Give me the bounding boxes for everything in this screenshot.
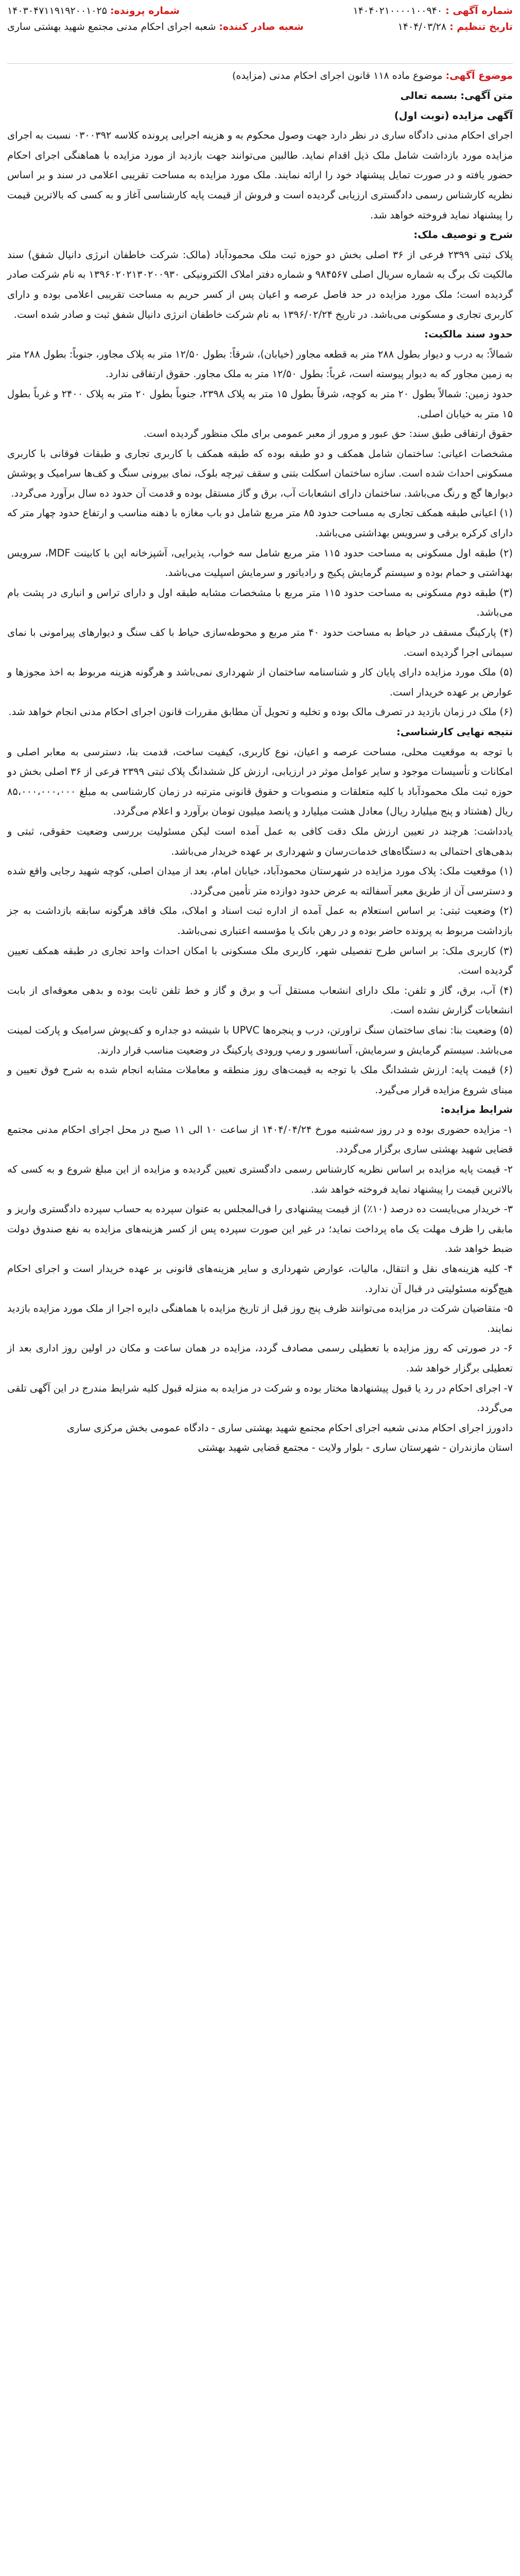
notice-paragraph: ۵- متقاضیان شرکت در مزایده می‌توانند ظرف پنج روز قبل از تاریخ مزایده با هماهنگی دایره اجرا از ملک مورد مزایده بازدید نمایند.	[7, 1302, 513, 1334]
letter-number: ۱۴۰۳۰۴۷۱۱۹۱۹۲۰۰۱۰۲۵	[7, 5, 107, 16]
notice-paragraph: ۷- اجرای احکام در رد یا قبول پیشنهادها مختار بوده و شرکت در مزایده به منزله قبول کلیه شرایط مندرج در این آگهی تلقی می‌گردد.	[7, 1382, 513, 1414]
notice-paragraph: (۳) کاربری ملک: بر اساس طرح تفصیلی شهر، کاربری ملک مسکونی با امکان احداث واحد تجاری در طبقه همکف تعیین گردیده است.	[7, 944, 513, 977]
notice-paragraph: شرح و توصیف ملک:	[413, 229, 513, 241]
notice-paragraph: (۴) پارکینگ مسقف در حیاط به مساحت حدود ۴۰ متر مربع و محوطه‌سازی حیاط با کف سنگ و دیوارهای پیرامونی با نمای سیمانی اجرا گردیده است.	[7, 626, 513, 658]
notice-paragraph: (۱) موقعیت ملک: پلاک مورد مزایده در شهرستان محمودآباد، خیابان امام، بعد از میدان اصلی، کوچه شهید رجایی واقع شده و دسترسی آن از طریق معبر آسفالته به عرض حدود دوازده متر تأمین می‌گردد.	[7, 865, 513, 897]
notice-paragraph: متن آگهی: بسمه تعالی	[400, 90, 513, 101]
date-label: تاریخ تنظیم :	[449, 21, 513, 32]
notice-paragraph: ۳- خریدار می‌بایست ده درصد (۱۰٪) از قیمت پیشنهادی را فی‌المجلس به عنوان سپرده به حساب سپرده دادگستری واریز و مابقی را ظرف مهلت یک ماه پرداخت نماید؛ در غیر این صورت سپرده پس از کسر هزینه‌های مزایده به نفع صندوق دولت ضبط خواهد شد.	[7, 1203, 513, 1255]
notice-paragraph: آگهی مزایده (نوبت اول)	[394, 109, 513, 122]
date-value: ۱۴۰۴/۰۳/۲۸	[397, 21, 447, 32]
notice-paragraph: استان مازندران - شهرستان ساری - بلوار ولایت - مجتمع قضایی شهید بهشتی	[198, 1442, 513, 1454]
subject-text: موضوع ماده ۱۱۸ قانون اجرای احکام مدنی (مزایده)	[232, 70, 443, 81]
issuer-value: شعبه اجرای احکام مدنی مجتمع شهید بهشتی ساری	[7, 21, 216, 32]
notice-paragraph: دادورز اجرای احکام مدنی شعبه اجرای احکام مجتمع شهید بهشتی ساری - دادگاه عمومی بخش مرکزی ساری	[66, 1421, 513, 1434]
notice-paragraph: با توجه به موقعیت محلی، مساحت عرصه و اعیان، نوع کاربری، کیفیت ساخت، قدمت بنا، دسترسی به معابر اصلی و امکانات و تأسیسات موجود و سایر عوامل موثر در ارزیابی، ارزش کل ششدانگ پلاک ثبتی ۲۳۹۹ فرعی از ۳۶ اصلی بخش دو حوزه ثبت ملک محمودآباد با کلیه متعلقات و منصوبات و حقوق قانونی مترتبه در زمان کارشناسی به مبلغ ۸۵،۰۰۰،۰۰۰،۰۰۰ ریال (هشتاد و پنج میلیارد ریال) معادل هشت میلیارد و پانصد میلیون تومان برآورد و اعلام می‌گردد.	[7, 745, 513, 818]
notice-paragraph: ۲- قیمت پایه مزایده بر اساس نظریه کارشناس رسمی دادگستری تعیین گردیده و مزایده از این مبلغ شروع و به کسی که بالاترین قیمت را پیشنهاد نماید فروخته خواهد شد.	[7, 1163, 513, 1195]
notice-paragraph: نتیجه نهایی کارشناسی:	[396, 726, 513, 738]
letter-number-row	[7, 3, 304, 19]
notice-paragraph: حدود زمین: شمالاً بطول ۲۰ متر به کوچه، شرقاً بطول ۱۵ متر به پلاک ۲۳۹۸، جنوباً بطول ۲۰ متر به پلاک ۲۴۰۰ و غرباً بطول ۱۵ متر به خیابان اصلی.	[7, 387, 513, 420]
notice-paragraph: حدود سند مالکیت:	[424, 328, 513, 341]
issue-number-label: شماره آگهی :	[445, 5, 513, 16]
notice-paragraph: (۶) ملک در زمان بازدید در تصرف مالک بوده و تخلیه و تحویل آن مطابق مقررات قانون اجرای احکام مدنی انجام خواهد شد.	[8, 706, 513, 718]
issue-number: ۱۴۰۴۰۲۱۰۰۰۰۱۰۰۹۴۰	[353, 5, 443, 16]
notice-paragraph: (۱) اعیانی طبقه همکف تجاری به مساحت حدود ۸۵ متر مربع شامل دو باب مغازه با دهنه مناسب و ارتفاع حدود چهار متر که دارای کرکره برقی و سرویس بهداشتی می‌باشد.	[7, 507, 513, 539]
notice-paragraph: شرایط مزایده:	[440, 1104, 513, 1116]
subject-label: موضوع آگهی:	[445, 70, 513, 81]
notice-paragraph: (۳) طبقه دوم مسکونی به مساحت حدود ۱۱۵ متر مربع با مشخصات مشابه طبقه اول و دارای تراس و انباری در پشت بام می‌باشد.	[7, 586, 513, 619]
notice-paragraph: ۴- کلیه هزینه‌های نقل و انتقال، مالیات، عوارض شهرداری و سایر هزینه‌های قانونی بر عهده خریدار است و اجرای احکام هیچ‌گونه مسئولیتی در قبال آن ندارد.	[7, 1263, 513, 1295]
header-right	[353, 3, 513, 35]
notice-paragraph: اجرای احکام مدنی دادگاه ساری در نظر دارد جهت وصول محکوم به و هزینه اجرایی پرونده کلاسه ۰۳۰۰۳۹۲ نسبت به اجرای مزایده مورد بازداشت شامل ملک ذیل اقدام نماید. طالبین می‌توانند جهت بازدید از مورد مزایده با هماهنگی اجرای احکام حضور یافته و در صورت تمایل پیشنهاد خود را ارائه نمایند. ملک مورد مزایده به مساحت تقریبی اعلامی در سند و بر اساس نظریه کارشناس رسمی دادگستری ارزیابی گردیده است و فروش از قیمت پایه کارشناسی آغاز و به کسی که بالاترین قیمت را پیشنهاد نماید فروخته خواهد شد.	[7, 129, 513, 221]
notice-paragraph: ۶- در صورتی که روز مزایده با تعطیلی رسمی مصادف گردد، مزایده در همان ساعت و مکان در اولین روز اداری بعد از تعطیلی برگزار خواهد شد.	[7, 1342, 513, 1374]
notice-paragraph: حقوق ارتفاقی طبق سند: حق عبور و مرور از معبر عمومی برای ملک منظور گردیده است.	[143, 428, 513, 440]
notice-paragraph: (۲) طبقه اول مسکونی به مساحت حدود ۱۱۵ متر مربع شامل سه خواب، پذیرایی، آشپزخانه اپن با کابینت MDF، سرویس بهداشتی و حمام بوده و سیستم گرمایش پکیج و رادیاتور و سرمایش اسپلیت می‌باشد.	[7, 547, 513, 579]
header-left	[7, 3, 304, 35]
notice-paragraph: شمالاً: به درب و دیوار بطول ۲۸۸ متر به قطعه مجاور (خیابان)، شرقاً: بطول ۱۲/۵۰ متر به پلاک مجاور، جنوباً: بطول ۲۸۸ متر به زمین مجاور که به دیوار پیوسته است، غرباً: بطول ۱۲/۵۰ متر به ملک مجاور. حقوق ارتفاقی ندارد.	[7, 348, 513, 380]
notice-paragraph: ۱- مزایده حضوری بوده و در روز سه‌شنبه مورخ ۱۴۰۴/۰۴/۲۴ از ساعت ۱۰ الی ۱۱ صبح در محل اجرای احکام مدنی مجتمع قضایی شهید بهشتی ساری برگزار می‌گردد.	[7, 1123, 513, 1156]
notice-paragraph: پلاک ثبتی ۲۳۹۹ فرعی از ۳۶ اصلی بخش دو حوزه ثبت ملک محمودآباد (مالک: شرکت خاطفان انرژی دانیال شفق) سند مالکیت تک برگ به شماره سریال اصلی ۹۸۴۵۶۷ و شماره دفتر املاک الکترونیکی ۱۳۹۶۰۲۰۲۱۳۰۲۰۰۹۳۰ به نام شرکت صادر گردیده است؛ ملک مورد مزایده در حد فاصل عرصه و اعیان پس از کسر حریم به مساحت تقریبی اعلامی بوده و دارای کاربری تجاری و مسکونی می‌باشد. در تاریخ ۱۳۹۶/۰۲/۲۴ به نام شرکت خاطفان انرژی دانیال شفق ثبت و صادر شده است.	[7, 248, 513, 320]
notice-paragraph: (۵) وضعیت بنا: نمای ساختمان سنگ تراورتن، درب و پنجره‌ها UPVC با شیشه دو جداره و کف‌پوش سرامیک و پارکت لمینت می‌باشد. سیستم گرمایش و سرمایش، آسانسور و رمپ ورودی پارکینگ در وضعیت مناسب قرار دارند.	[7, 1024, 513, 1056]
notice-header	[7, 3, 513, 64]
notice-paragraph: یادداشت: هرچند در تعیین ارزش ملک دقت کافی به عمل آمده است لیکن مسئولیت بررسی وضعیت حقوقی، ثبتی و بدهی‌های احتمالی به دستگاه‌های خدمات‌رسان و شهرداری بر عهده خریدار می‌باشد.	[7, 825, 513, 857]
issuer-label: شعبه صادر کننده:	[219, 21, 304, 32]
subject-row	[7, 68, 513, 84]
date-row	[353, 19, 513, 35]
notice-body	[7, 86, 513, 1458]
notice-paragraph: (۲) وضعیت ثبتی: بر اساس استعلام به عمل آمده از اداره ثبت اسناد و املاک، ملک فاقد هرگونه سابقه بازداشت به جز بازداشت مربوط به پرونده حاضر بوده و در رهن بانک یا مؤسسه اعتباری نمی‌باشد.	[7, 905, 513, 937]
notice-paragraph: مشخصات اعیانی: ساختمان شامل همکف و دو طبقه بوده که طبقه همکف با کاربری تجاری و طبقات فوقانی با کاربری مسکونی احداث شده است. سازه ساختمان اسکلت بتنی و سقف تیرچه بلوک، نمای بیرونی سنگ و کف‌ها سرامیک و پوشش دیوارها گچ و رنگ می‌باشد. ساختمان دارای انشعابات آب، برق و گاز مستقل بوده و قدمت آن حدود ده سال برآورد می‌گردد.	[7, 447, 513, 499]
letter-number-label: شماره پرونده:	[110, 5, 180, 16]
issuer-row	[7, 19, 304, 35]
notice-paragraph: (۴) آب، برق، گاز و تلفن: ملک دارای انشعاب مستقل آب و برق و گاز و خط تلفن ثابت بوده و بدهی معوقه‌ای از بابت انشعابات گزارش نشده است.	[7, 984, 513, 1016]
notice-paragraph: (۵) ملک مورد مزایده دارای پایان کار و شناسنامه ساختمان از شهرداری نمی‌باشد و هرگونه هزینه مربوط به اخذ مجوزها و عوارض بر عهده خریدار است.	[7, 666, 513, 698]
notice-paragraph: (۶) قیمت پایه: ارزش ششدانگ ملک با توجه به قیمت‌های روز منطقه و معاملات مشابه انجام شده به شرح فوق تعیین و مبنای شروع مزایده قرار می‌گیرد.	[7, 1064, 513, 1096]
issue-number-row	[353, 3, 513, 19]
